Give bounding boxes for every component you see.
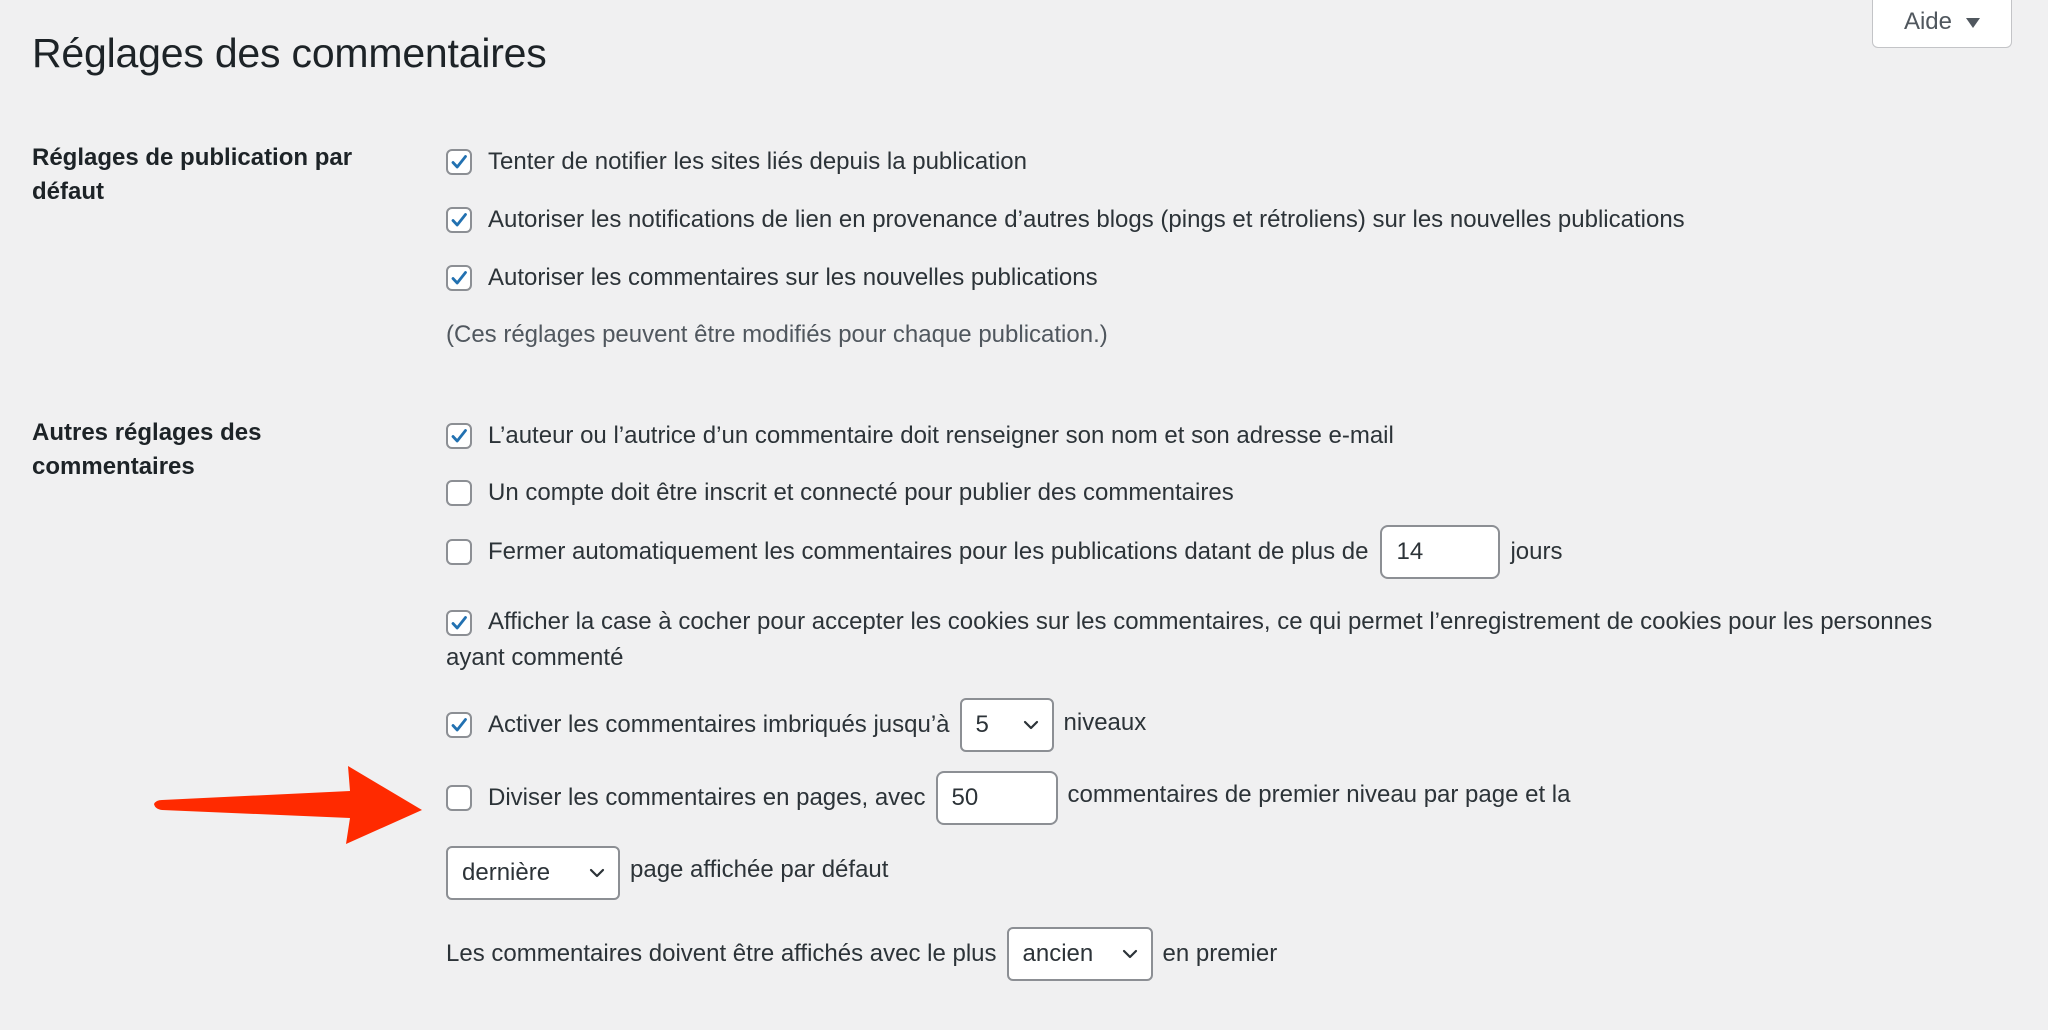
- chevron-down-icon: [1121, 948, 1139, 960]
- option-require-name-email[interactable]: [446, 419, 1394, 453]
- chevron-down-icon: [1022, 719, 1040, 731]
- comments-per-page-input[interactable]: 50: [936, 771, 1058, 825]
- select-value: 5: [975, 711, 989, 738]
- option-allow-pingbacks[interactable]: [446, 203, 1685, 237]
- checkmark-icon: [449, 152, 469, 172]
- comment-order-select[interactable]: [1007, 927, 1153, 981]
- option-label: Tenter de notifier les sites liés depuis la publication: [488, 148, 1027, 175]
- option-label: Activer les commentaires imbriqués jusqu’à: [488, 711, 950, 738]
- option-suffix: niveaux: [1063, 709, 1147, 736]
- checkmark-icon: [449, 210, 469, 230]
- checkmark-icon: [449, 426, 469, 446]
- option-require-registration[interactable]: [446, 476, 1234, 510]
- option-label: Autoriser les notifications de lien en provenance d’autres blogs (pings et rétroliens) sur les nouvelles publications: [488, 206, 1685, 233]
- option-suffix: page affichée par défaut: [630, 856, 889, 883]
- option-label: Afficher la case à cocher pour accepter les cookies sur les commentaires, ce qui permet l’enregistrement de cookies pour les personnes ayant commenté: [446, 608, 1933, 671]
- checkmark-icon: [449, 613, 469, 633]
- checkbox-threaded-comments[interactable]: [446, 712, 472, 738]
- checkbox-auto-close-comments[interactable]: [446, 539, 472, 565]
- default-comments-page-select[interactable]: [446, 846, 620, 900]
- thread-depth-select[interactable]: [960, 698, 1054, 752]
- checkmark-icon: [449, 268, 469, 288]
- option-label: Un compte doit être inscrit et connecté pour publier des commentaires: [488, 479, 1234, 506]
- note-text: (Ces réglages peuvent être modifiés pour chaque publication.): [446, 321, 1108, 348]
- section-label-other-comment-settings: Autres réglages des commentaires: [32, 419, 262, 480]
- help-tab-button[interactable]: [1872, 0, 2012, 48]
- option-paginate-comments[interactable]: [446, 771, 1570, 825]
- checkbox-allow-pingbacks[interactable]: [446, 207, 472, 233]
- help-tab-label: Aide: [1903, 7, 1953, 35]
- checkbox-require-name-email[interactable]: [446, 423, 472, 449]
- select-value: ancien: [1022, 940, 1094, 967]
- option-threaded-comments[interactable]: [446, 698, 1146, 752]
- option-label: Autoriser les commentaires sur les nouvelles publications: [488, 264, 1098, 291]
- checkbox-paginate-comments[interactable]: [446, 785, 472, 811]
- checkbox-allow-comments[interactable]: [446, 265, 472, 291]
- checkbox-cookies-consent[interactable]: [446, 610, 472, 636]
- option-notify-linked-sites[interactable]: [446, 145, 1027, 179]
- option-suffix: en premier: [1162, 940, 1278, 967]
- option-allow-comments[interactable]: [446, 261, 1098, 295]
- checkbox-notify-linked-sites[interactable]: [446, 149, 472, 175]
- option-cookies-consent[interactable]: [446, 604, 1986, 676]
- page-title: Réglages des commentaires: [32, 30, 547, 76]
- option-auto-close-comments[interactable]: [446, 525, 1563, 579]
- checkmark-icon: [449, 715, 469, 735]
- checkbox-require-registration[interactable]: [446, 480, 472, 506]
- section-label-default-post-settings: Réglages de publication par défaut: [32, 144, 353, 205]
- option-suffix: jours: [1510, 538, 1563, 565]
- option-comment-order: [446, 927, 1277, 981]
- red-arrow-annotation-icon: [150, 760, 430, 850]
- triangle-down-icon: [1966, 18, 1980, 28]
- section-note: [446, 318, 1108, 352]
- option-label: Fermer automatiquement les commentaires pour les publications datant de plus de: [488, 538, 1369, 565]
- option-label: Diviser les commentaires en pages, avec: [488, 784, 926, 811]
- option-suffix: commentaires de premier niveau par page et la: [1067, 781, 1571, 808]
- option-prefix: Les commentaires doivent être affichés avec le plus: [446, 940, 997, 967]
- close-after-days-input[interactable]: 14: [1380, 525, 1500, 579]
- chevron-down-icon: [588, 867, 606, 879]
- option-label: L’auteur ou l’autrice d’un commentaire doit renseigner son nom et son adresse e-mail: [488, 422, 1394, 449]
- option-default-page: [446, 846, 888, 900]
- select-value: dernière: [462, 859, 551, 886]
